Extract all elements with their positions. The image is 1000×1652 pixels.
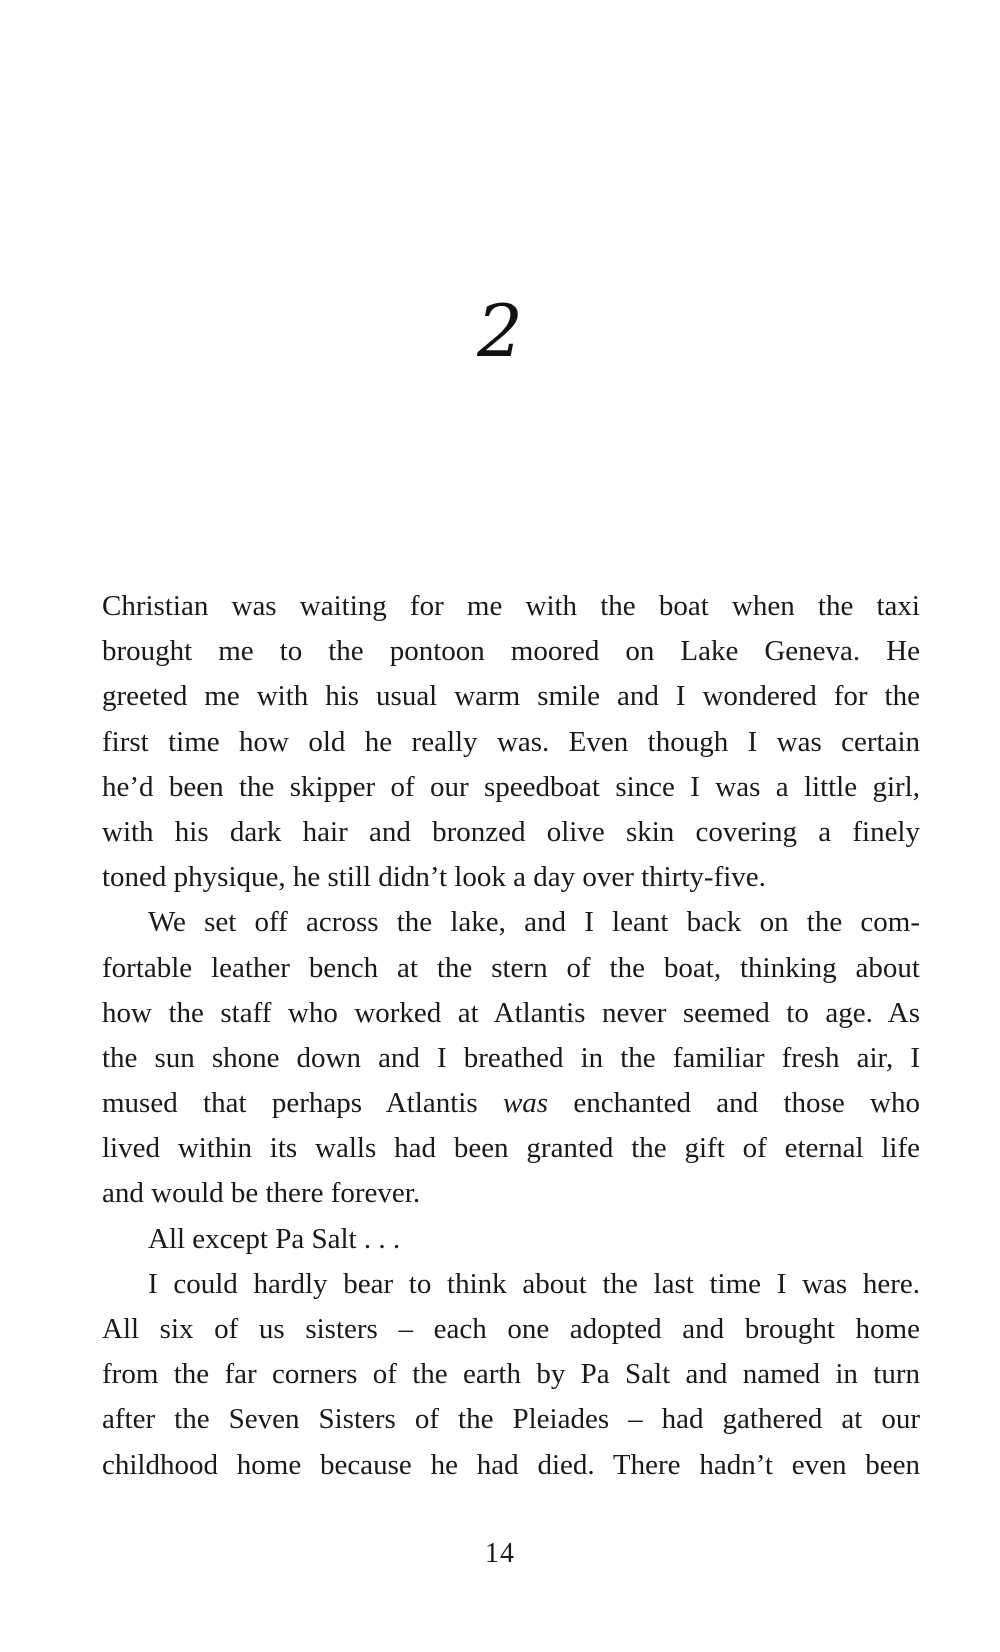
text-line: from the far corners of the earth by Pa Salt and named in turn [102,1358,920,1391]
page-number: 14 [485,1538,515,1569]
body-text [102,584,920,1488]
text-line: All six of us sisters – each one adopted and brought home [102,1313,920,1345]
text-line: lived within its walls had been granted the gift of eternal life [102,1132,920,1165]
text-line: the sun shone down and I breathed in the familiar fresh air, I [102,1041,920,1074]
text-line: childhood home because he had died. There hadn’t even been [102,1448,920,1481]
text-line: he’d been the skipper of our speedboat since I was a little girl, [102,770,920,803]
text-line: after the Seven Sisters of the Pleiades – had gathered at our [102,1403,920,1436]
text-segment: mused that perhaps Atlantis [102,1087,503,1120]
italic-word: was [502,1087,549,1120]
text-line: greeted me with his usual warm smile and I wondered for the [102,680,920,713]
text-line: with his dark hair and bronzed olive skin covering a finely [102,815,920,848]
text-line: first time how old he really was. Even though I was certain [102,725,920,758]
text-line: We set off across the lake, and I leant back on the com- [148,906,920,939]
chapter-number: 2 [477,289,523,373]
text-line: toned physique, he still didn’t look a day over thirty-five. [102,861,766,894]
text-line: and would be there forever. [102,1177,421,1210]
text-segment: enchanted and those who [548,1087,920,1120]
text-line: fortable leather bench at the stern of the boat, thinking about [102,951,920,984]
text-line: Christian was waiting for me with the boat when the taxi [102,590,920,622]
text-line: how the staff who worked at Atlantis never seemed to age. As [102,996,920,1029]
text-line: All except Pa Salt . . . [148,1222,401,1255]
text-line-mixed [102,1081,920,1126]
text-line: I could hardly bear to think about the last time I was here. [148,1267,920,1300]
text-line: brought me to the pontoon moored on Lake Geneva. He [102,635,920,668]
